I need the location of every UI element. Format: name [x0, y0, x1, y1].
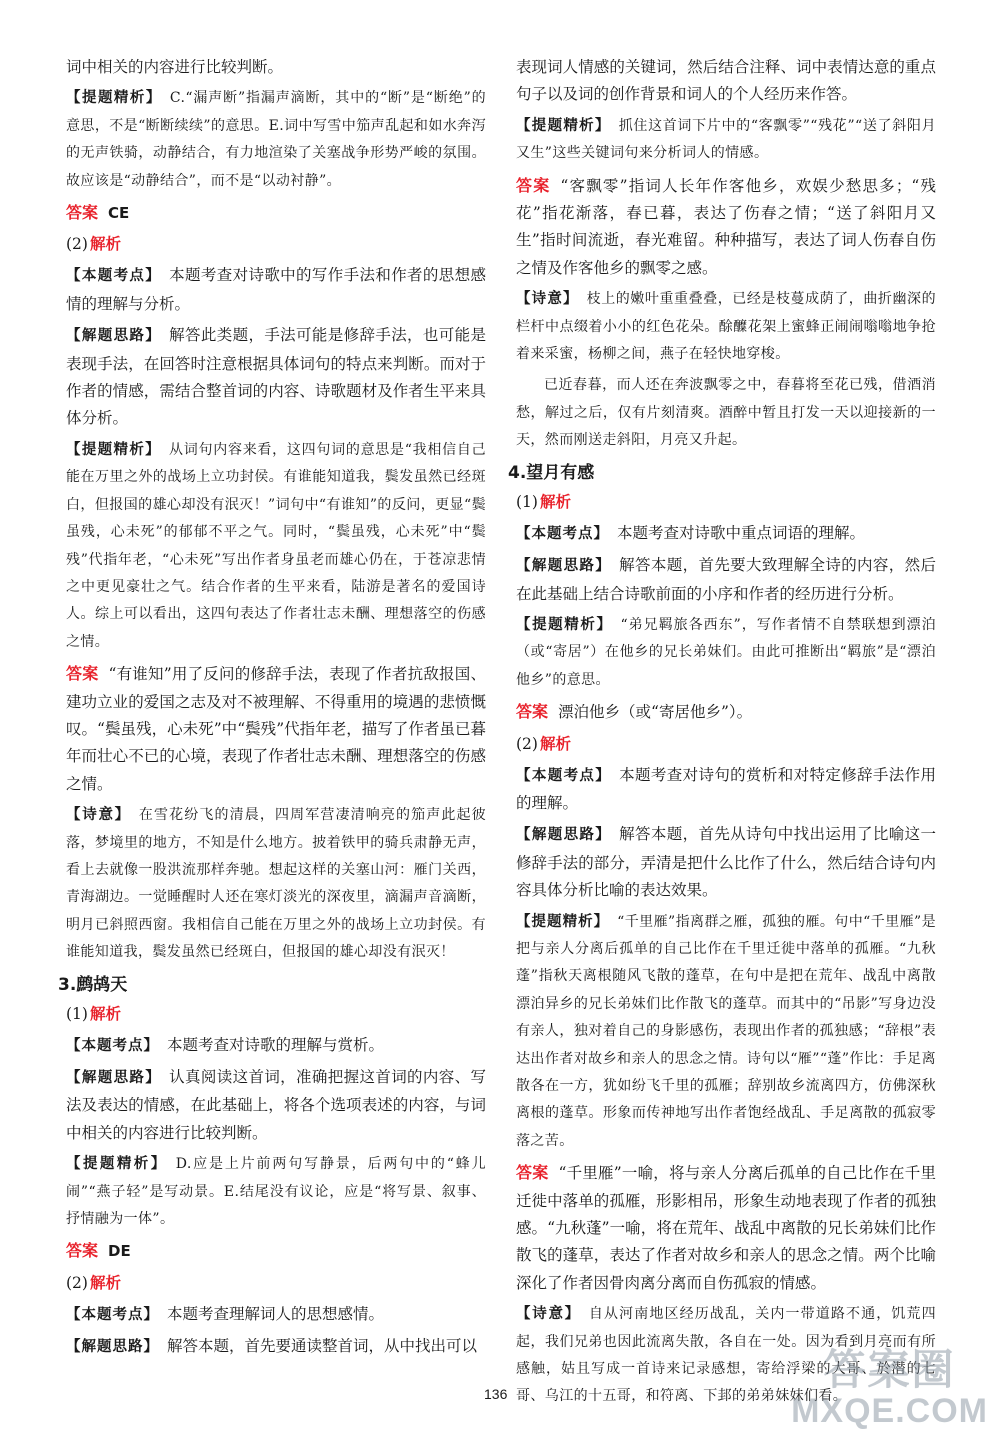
question-title: 3.鹧鸪天 [58, 974, 128, 995]
subquestion-heading [516, 489, 936, 516]
paragraph [516, 612, 936, 694]
section-tag: 【诗意】 [66, 807, 131, 824]
analysis-label: 解析 [89, 1004, 121, 1023]
analysis-label: 解析 [89, 235, 121, 254]
section-tag: 【本题考点】 [516, 525, 609, 542]
paragraph [66, 1151, 486, 1233]
paragraph [66, 802, 486, 966]
paragraph-text: 表现词人情感的关键词，然后结合注释、词中表情达意的重点句子以及词的创作背景和词人的个人经历来作答。 [516, 58, 936, 104]
paragraph [516, 552, 936, 608]
paragraph [66, 85, 486, 195]
paragraph-text: D.应是上片前两句写静景，后两句中的“蜂儿闹”“燕子轻”是写动景。E.结尾没有议论，应是“将写景、叙事、抒情融为一体”。 [66, 1156, 487, 1228]
section-tag: 【解题思路】 [516, 827, 612, 844]
subquestion-number: (2) [516, 734, 538, 753]
paragraph [516, 520, 936, 548]
section-tag: 【本题考点】 [66, 1037, 159, 1054]
paragraph-text: 本题考查对诗歌中的写作手法和作者的思想感情的理解与分析。 [66, 266, 486, 313]
paragraph [66, 1301, 486, 1329]
subquestion-heading [66, 1270, 486, 1297]
paragraph [516, 909, 936, 1156]
paragraph [66, 1032, 486, 1060]
watermark-logo [791, 1347, 988, 1429]
left-column [58, 54, 487, 1366]
page-number: 136 [484, 1386, 508, 1402]
paragraph-text: 从词句内容来看，这四句词的意思是“我相信自己能在万里之外的战场上立功封侯。有谁能知道我，鬓发虽然已经斑白，但报国的雄心却没有泯灭！”词句中“有谁知”的反问，更显“鬓虽残，心未死”的郁郁不平之气。同时，“鬓虽残，心未死”中“鬓残”代指年老，“心未死”写出作者身虽老而雄心仍在，于苍凉悲情之中更见豪壮之气。结合作者的生平来看，陆游是著名的爱国诗人。综上可以看出，这四句表达了作者壮志未酬、理想落空的伤感之情。 [66, 441, 486, 650]
paragraph-text: 在雪花纷飞的清晨，四周军营凄清响亮的笳声此起彼落，梦境里的地方，不知是什么地方。披着铁甲的骑兵肃静无声，看上去就像一股洪流那样奔驰。想起这样的关塞山河：雁门关西，青海湖边。一觉睡醒时人还在寒灯淡光的深夜里，滴漏声音滴断，明月已斜照西窗。我相信自己能在万里之外的战场上立功封侯。有谁能知道我，鬓发虽然已经斑白，但报国的雄心却没有泯灭！ [66, 807, 487, 961]
section-tag: 【提题精析】 [516, 913, 610, 930]
answer-label: 答案 [66, 1241, 99, 1261]
answer-block [66, 660, 486, 798]
paragraph [516, 113, 936, 168]
paragraph-text: 认真阅读这首词，准确把握这首词的内容、写法及表达的情感，在此基础上，将各个选项表述的内容，与词中相关的内容进行比较判断。 [66, 1068, 486, 1142]
watermark-url: MXQE.COM [791, 1392, 988, 1430]
answer-text: “有谁知”用了反问的修辞手法，表现了作者抗敌报国、建功立业的爱国之志及对不被理解、不得重用的境遇的悲愤慨叹。“鬓虽残，心未死”中“鬓残”代指年老，描写了作者虽已暮年而壮心不已的心境，表现了作者壮志未酬、理想落空的伤感之情。 [66, 665, 486, 793]
answer-text: DE [108, 1242, 131, 1261]
section-tag: 【解题思路】 [66, 1339, 159, 1356]
answer-text: 漂泊他乡（或“寄居他乡”）。 [558, 703, 753, 722]
paragraph [66, 322, 486, 433]
answer-block [516, 1159, 936, 1297]
subquestion-number: (1) [516, 492, 538, 511]
paragraph [66, 437, 486, 656]
answer-label: 答案 [66, 664, 99, 684]
answer-block [516, 172, 936, 283]
answer-block [66, 199, 486, 227]
paragraph-text: 抓住这首词下片中的“客飘零”“残花”“送了斜阳月又生”这些关键词句来分析词人的情感。 [516, 117, 937, 162]
paragraph-text: 已近春暮，而人还在奔波飘零之中，春暮将至花已残，借酒消愁，解过之后，仅有片刻清爽。酒醉中暂且打发一天以迎接新的一天，然而刚送走斜阳，月亮又升起。 [516, 377, 936, 449]
section-tag: 【提题精析】 [66, 90, 162, 107]
section-tag: 【本题考点】 [66, 268, 162, 285]
section-tag: 【提题精析】 [66, 1156, 168, 1173]
paragraph [516, 286, 936, 368]
subquestion-number: (1) [66, 1004, 88, 1023]
paragraph [66, 54, 486, 81]
answer-label: 答案 [66, 203, 99, 223]
subquestion-heading [66, 1001, 486, 1028]
paragraph [66, 1333, 486, 1361]
section-tag: 【诗意】 [516, 1306, 581, 1323]
paragraph-text: 解答此类题，手法可能是修辞手法，也可能是表现手法，在回答时注意根据具体词句的特点来判断。而对于作者的情感，需结合整首词的内容、诗歌题材及作者生平来具体分析。 [66, 326, 486, 428]
section-tag: 【提题精析】 [66, 441, 162, 458]
paragraph-text: 本题考查对诗歌中重点词语的理解。 [617, 523, 866, 542]
subquestion-number: (2) [66, 1273, 88, 1292]
section-tag: 【本题考点】 [66, 1306, 159, 1323]
paragraph [516, 821, 936, 904]
watermark-text: 答案圈 [823, 1345, 956, 1394]
paragraph-text: 本题考查理解词人的思想感情。 [167, 1304, 385, 1323]
section-tag: 【解题思路】 [66, 328, 162, 345]
paragraph-text: 解答本题，首先要通读整首词，从中找出可以 [167, 1337, 478, 1356]
answer-text: CE [108, 204, 130, 223]
analysis-label: 解析 [539, 492, 571, 511]
paragraph [66, 1064, 486, 1147]
section-tag: 【本题考点】 [516, 767, 612, 784]
subquestion-number: (2) [66, 235, 88, 254]
analysis-label: 解析 [539, 734, 571, 753]
answer-text: “客飘零”指词人长年作客他乡，欢娱少愁思多；“残花”指花渐落，春已暮，表达了伤春之情；“送了斜阳月又生”指时间流逝，春光难留。种种描写，表达了词人伤春自伤之情及作客他乡的飘零之感。 [516, 176, 936, 277]
paragraph-text: 本题考查对诗句的赏析和对特定修辞手法作用的理解。 [516, 765, 936, 812]
right-column [508, 54, 937, 1415]
subquestion-heading [66, 231, 486, 258]
section-tag: 【解题思路】 [66, 1070, 162, 1086]
paragraph [516, 762, 936, 818]
paragraph [66, 262, 486, 318]
answer-label: 答案 [516, 702, 549, 722]
paragraph-text: C.“漏声断”指漏声滴断，其中的“断”是“断绝”的意思，不是“断断续续”的意思。E.词中写雪中笳声乱起和如水奔泻的无声铁骑，动静结合，有力地渲染了关塞战争形势严峻的氛围。故应该是“动静结合”，而不是“以动衬静”。 [66, 90, 487, 189]
paragraph [516, 54, 936, 109]
answer-label: 答案 [516, 175, 551, 195]
analysis-label: 解析 [89, 1273, 121, 1292]
question-title: 4.望月有感 [508, 462, 595, 483]
section-tag: 【提题精析】 [516, 117, 611, 134]
paragraph-text: “千里雁”指离群之雁，孤独的雁。句中“千里雁”是把与亲人分离后孤单的自己比作在千里迁徙中落单的孤雁。“九秋蓬”指秋天离根随风飞散的蓬草，在句中是把在荒年、战乱中离散漂泊异乡的兄长弟妹们比作散飞的蓬草。而其中的“吊影”写身边没有亲人，独对着自己的身影感伤，表现出作者的孤独感；“辞根”表达出作者对故乡和亲人的思念之情。诗句以“雁”“蓬”作比：手足离散各在一方，犹如纷飞千里的孤雁；辞别故乡流离四方，仿佛深秋离根的蓬草。形象而传神地写出作者饱经战乱、手足离散的孤寂零落之苦。 [516, 913, 937, 1149]
paragraph-text: 本题考查对诗歌的理解与赏析。 [167, 1035, 385, 1054]
answer-text: “千里雁”一喻，将与亲人分离后孤单的自己比作在千里迁徙中落单的孤雁，形影相吊，形象生动地表现了作者的孤独感。“九秋蓬”一喻，将在荒年、战乱中离散的兄长弟妹们比作散飞的蓬草，表达了作者对故乡和亲人的思念之情。两个比喻深化了作者因骨肉离分离而自伤孤寂的情感。 [516, 1164, 936, 1292]
paragraph-text: 解答本题，首先要大致理解全诗的内容，然后在此基础上结合诗歌前面的小序和作者的经历进行分析。 [516, 556, 936, 603]
section-tag: 【提题精析】 [516, 616, 613, 633]
paragraph-text: 自从河南地区经历战乱，关内一带道路不通，饥荒四起，我们兄弟也因此流离失散，各自在一处。因为看到月亮而有所感触，姑且写成一首诗来记录感想，寄给浮梁的大哥、於潜的七哥、乌江的十五哥，和符离、下邽的弟弟妹妹们看。 [516, 1306, 937, 1405]
paragraph-text: “弟兄羁旅各西东”，写作者情不自禁联想到漂泊（或“寄居”）在他乡的兄长弟妹们。由此可推断出“羁旅”是“漂泊他乡”的意思。 [516, 616, 936, 688]
section-tag: 【诗意】 [516, 291, 579, 308]
paragraph [516, 372, 936, 454]
paragraph-text: 枝上的嫩叶重重叠叠，已经是枝蔓成荫了，曲折幽深的栏杆中点缀着小小的红色花朵。酴醾花架上蜜蜂正闹闹嗡嗡地争抢着来采蜜，杨柳之间，燕子在轻快地穿梭。 [516, 291, 936, 363]
answer-block [66, 1237, 486, 1265]
answer-block [516, 698, 936, 726]
answer-label: 答案 [516, 1163, 549, 1183]
subquestion-heading [516, 731, 936, 758]
section-tag: 【解题思路】 [516, 558, 612, 575]
paragraph-text: 词中相关的内容进行比较判断。 [66, 58, 284, 76]
paragraph-text: 解答本题，首先从诗句中找出运用了比喻这一修辞手法的部分，弄清是把什么比作了什么，然后结合诗句内容具体分析比喻的表达效果。 [516, 825, 936, 900]
